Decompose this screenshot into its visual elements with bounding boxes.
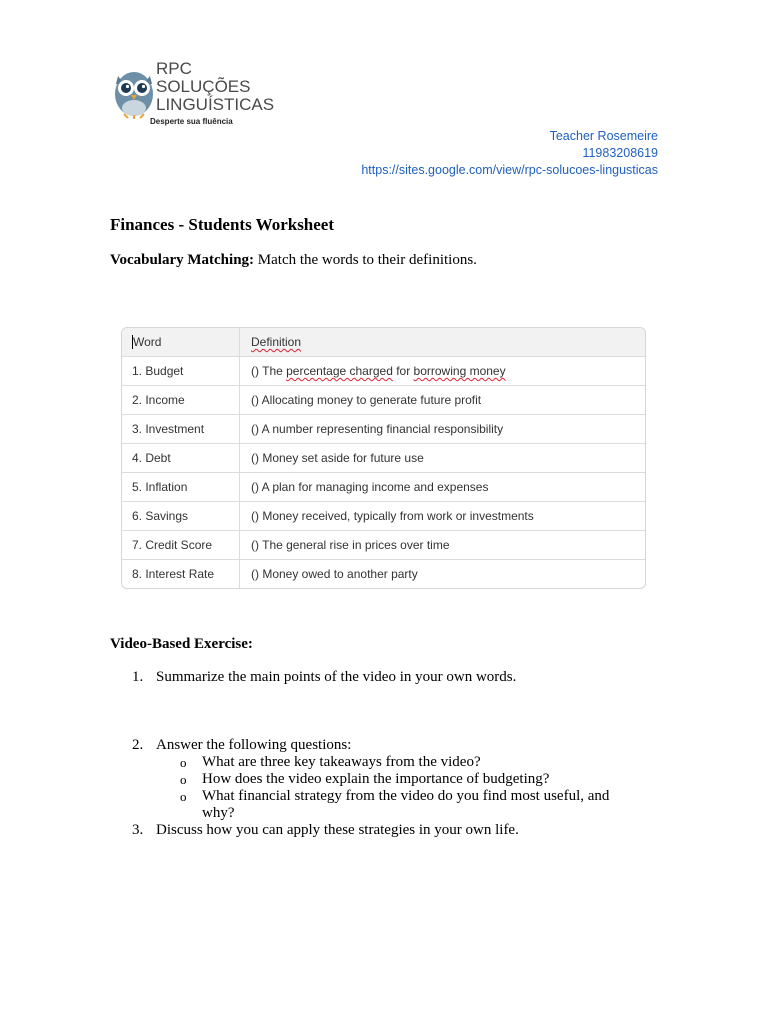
sub-item-text: How does the video explain the importance of budgeting? — [202, 771, 550, 787]
sub-list-item — [110, 788, 622, 822]
sub-item-text: What financial strategy from the video do you find most useful, and why? — [202, 788, 610, 821]
rpc-logo — [110, 58, 280, 130]
table-row — [122, 472, 645, 501]
logo-wordmark — [156, 60, 274, 114]
contact-block — [361, 128, 658, 179]
definition-cell[interactable] — [240, 386, 645, 414]
teacher-phone: 11983208619 — [582, 146, 658, 160]
table-row — [122, 501, 645, 530]
word-cell[interactable] — [122, 444, 240, 472]
definition-cell[interactable] — [240, 357, 645, 385]
table-row — [122, 559, 645, 588]
sub-list-item — [110, 754, 622, 771]
sub-list-item — [110, 771, 622, 788]
video-exercise-heading: Video-Based Exercise: — [110, 636, 253, 652]
logo-line-3: LINGUÍSTICAS — [156, 95, 275, 114]
word-cell[interactable] — [122, 357, 240, 385]
word-text: 8. Interest Rate — [132, 567, 215, 581]
word-cell[interactable] — [122, 473, 240, 501]
word-text: 3. Investment — [132, 422, 205, 436]
list-number: 1. — [132, 669, 144, 685]
logo-line-2: SOLUÇÕES — [156, 77, 251, 96]
definition-cell[interactable] — [240, 560, 645, 588]
definition-text: () A number representing financial responsibility — [251, 422, 504, 436]
definition-text: () Money owed to another party — [251, 567, 418, 581]
list-item-text: Discuss how you can apply these strategies in your own life. — [156, 822, 519, 838]
exercise-list — [110, 669, 516, 686]
definition-cell[interactable] — [240, 415, 645, 443]
vocabulary-text: Match the words to their definitions. — [254, 252, 477, 268]
table-row — [122, 443, 645, 472]
table-row — [122, 414, 645, 443]
list-item — [110, 737, 622, 754]
table-row — [122, 356, 645, 385]
header-word-cell[interactable] — [122, 328, 240, 356]
definition-cell[interactable] — [240, 444, 645, 472]
word-text: 5. Inflation — [132, 480, 188, 494]
word-cell[interactable] — [122, 531, 240, 559]
page-title: Finances - Students Worksheet — [110, 215, 335, 234]
list-number: 3. — [132, 822, 144, 838]
definition-part: for — [392, 364, 414, 378]
bullet-marker: o — [180, 772, 187, 787]
bullet-marker: o — [180, 755, 187, 770]
header-word: Word — [133, 335, 162, 349]
list-item — [110, 669, 516, 686]
definition-cell[interactable] — [240, 473, 645, 501]
vocabulary-label: Vocabulary Matching: — [110, 252, 255, 268]
header-definition-cell[interactable] — [240, 328, 645, 356]
sub-item-text: What are three key takeaways from the video? — [202, 754, 481, 770]
logo-tagline: Desperte sua fluência — [150, 117, 233, 126]
word-text: 6. Savings — [132, 509, 189, 523]
word-text: 2. Income — [132, 393, 185, 407]
definition-text — [251, 364, 506, 378]
definition-marked-part: percentage charged — [286, 364, 393, 378]
list-number: 2. — [132, 737, 144, 753]
exercise-list-continued — [110, 737, 622, 839]
word-cell[interactable] — [122, 386, 240, 414]
website-link[interactable]: https://sites.google.com/view/rpc-solucoes-lingusticas — [361, 163, 658, 177]
bullet-marker: o — [180, 789, 187, 804]
logo-line-1: RPC — [156, 59, 192, 78]
definition-text: () Money received, typically from work or investments — [251, 509, 534, 523]
definition-cell[interactable] — [240, 502, 645, 530]
definition-text: () A plan for managing income and expenses — [251, 480, 489, 494]
definition-text: () Money set aside for future use — [251, 451, 424, 465]
word-text: 4. Debt — [132, 451, 171, 465]
teacher-name: Teacher Rosemeire — [549, 129, 658, 143]
vocabulary-instruction — [110, 252, 477, 269]
list-item-text: Answer the following questions: — [156, 737, 352, 753]
word-text: 1. Budget — [132, 364, 184, 378]
definition-text: () The general rise in prices over time — [251, 538, 450, 552]
definition-part: () The — [251, 364, 287, 378]
table-header-row — [122, 328, 645, 356]
word-cell[interactable] — [122, 502, 240, 530]
list-item — [110, 822, 622, 839]
word-text: 7. Credit Score — [132, 538, 213, 552]
word-cell[interactable] — [122, 560, 240, 588]
list-item-text: Summarize the main points of the video in your own words. — [156, 669, 517, 685]
table-row — [122, 530, 645, 559]
table-row — [122, 385, 645, 414]
definition-text: () Allocating money to generate future profit — [251, 393, 482, 407]
vocabulary-table — [121, 327, 646, 589]
word-cell[interactable] — [122, 415, 240, 443]
definition-marked-part: borrowing money — [413, 364, 506, 378]
definition-cell[interactable] — [240, 531, 645, 559]
header-definition: Definition — [251, 335, 302, 349]
owl-icon — [112, 64, 156, 120]
